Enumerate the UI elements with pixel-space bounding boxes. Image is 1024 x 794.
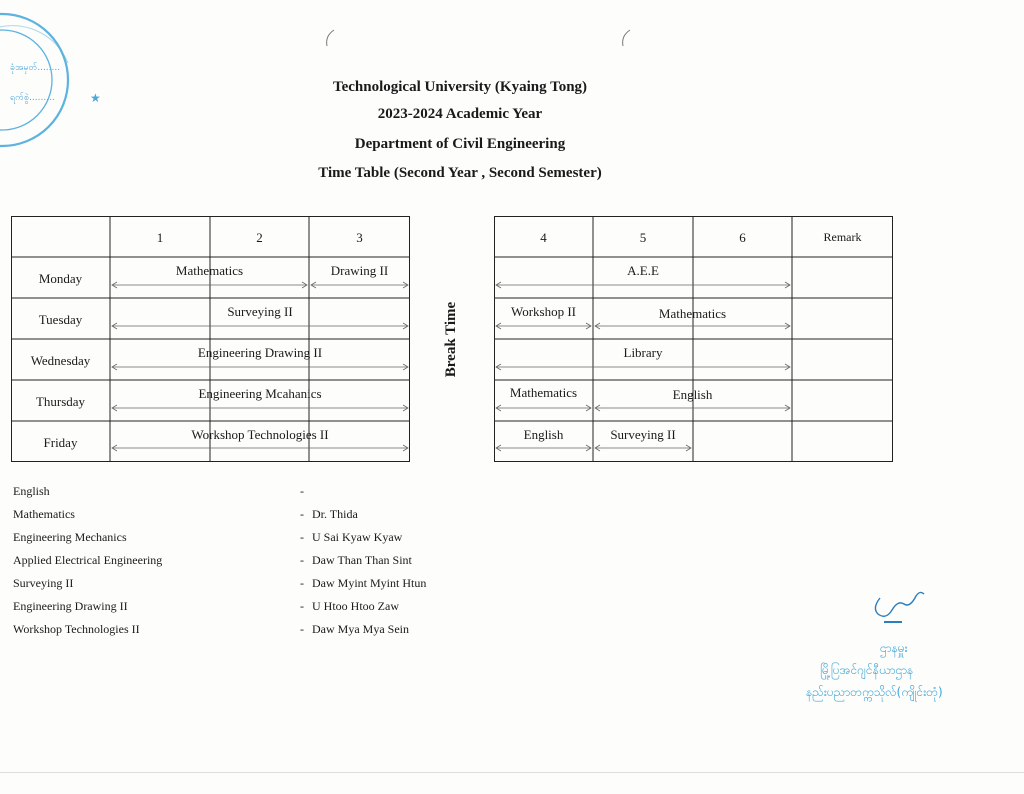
scan-edge-line	[0, 772, 1024, 773]
tuesday-periods-5-6: Mathematics	[658, 306, 727, 321]
period-5-header: 5	[639, 230, 647, 245]
day-monday: Monday	[38, 271, 83, 286]
break-time-column	[410, 216, 494, 462]
friday-periods-1-3: Workshop Technologies II	[191, 427, 329, 442]
signature-title: ဌာနမှူး	[880, 641, 908, 655]
signature	[866, 580, 936, 630]
svg-text:ရက်စွဲ.........: ရက်စွဲ.........	[10, 93, 55, 103]
wednesday-periods-4-6: Library	[623, 345, 663, 360]
signature-university: နည်းပညာတက္ကသိုလ်(ကျိုင်းတုံ)	[806, 685, 943, 699]
day-tuesday: Tuesday	[38, 312, 83, 327]
signature-department: မြို့ပြအင်ဂျင်နီယာဌာန	[820, 663, 914, 677]
period-4-header: 4	[540, 230, 547, 245]
monday-periods-4-6: A.E.E	[627, 263, 659, 278]
svg-text:★: ★	[90, 91, 101, 105]
university-name: Technological University (Kyaing Tong)	[332, 79, 588, 95]
break-time-label: Break Time	[443, 301, 460, 377]
list-item: Mathematics - Dr. Thida	[13, 507, 358, 521]
department-name: Department of Civil Engineering	[354, 136, 566, 152]
thursday-period-4: Mathematics	[509, 385, 578, 400]
friday-period-4: English	[523, 427, 564, 442]
friday-period-5: Surveying II	[610, 427, 676, 442]
svg-text:ခုံအမှတ်........: ခုံအမှတ်........	[10, 63, 61, 73]
list-item: Surveying II - Daw Myint Myint Htun	[13, 576, 427, 590]
day-thursday: Thursday	[35, 394, 86, 409]
monday-periods-1-2: Mathematics	[175, 263, 244, 278]
list-item: Engineering Drawing II - U Htoo Htoo Zaw	[13, 599, 399, 613]
list-item: English -	[13, 484, 304, 498]
day-wednesday: Wednesday	[30, 353, 91, 368]
remark-header: Remark	[823, 230, 862, 244]
thursday-periods-1-3: Engineering Mcahanics	[198, 386, 322, 401]
period-1-header: 1	[156, 230, 164, 245]
thursday-periods-5-6: English	[672, 387, 713, 402]
period-6-header: 6	[739, 230, 746, 245]
day-friday: Friday	[43, 435, 78, 450]
punch-mark-right	[618, 28, 634, 48]
monday-period-3: Drawing II	[330, 263, 389, 278]
period-3-header: 3	[356, 230, 363, 245]
wednesday-periods-1-3: Engineering Drawing II	[197, 345, 323, 360]
tuesday-period-4: Workshop II	[510, 304, 577, 319]
period-2-header: 2	[256, 230, 263, 245]
timetable-title: Time Table (Second Year , Second Semester)	[318, 165, 602, 181]
list-item: Applied Electrical Engineering - Daw Than Than Sint	[13, 553, 412, 567]
list-item: Workshop Technologies II - Daw Mya Mya Sein	[13, 622, 409, 636]
punch-mark-left	[322, 28, 338, 48]
tuesday-periods-1-3: Surveying II	[227, 304, 293, 319]
list-item: Engineering Mechanics - U Sai Kyaw Kyaw	[13, 530, 403, 544]
academic-year: 2023-2024 Academic Year	[377, 106, 543, 122]
